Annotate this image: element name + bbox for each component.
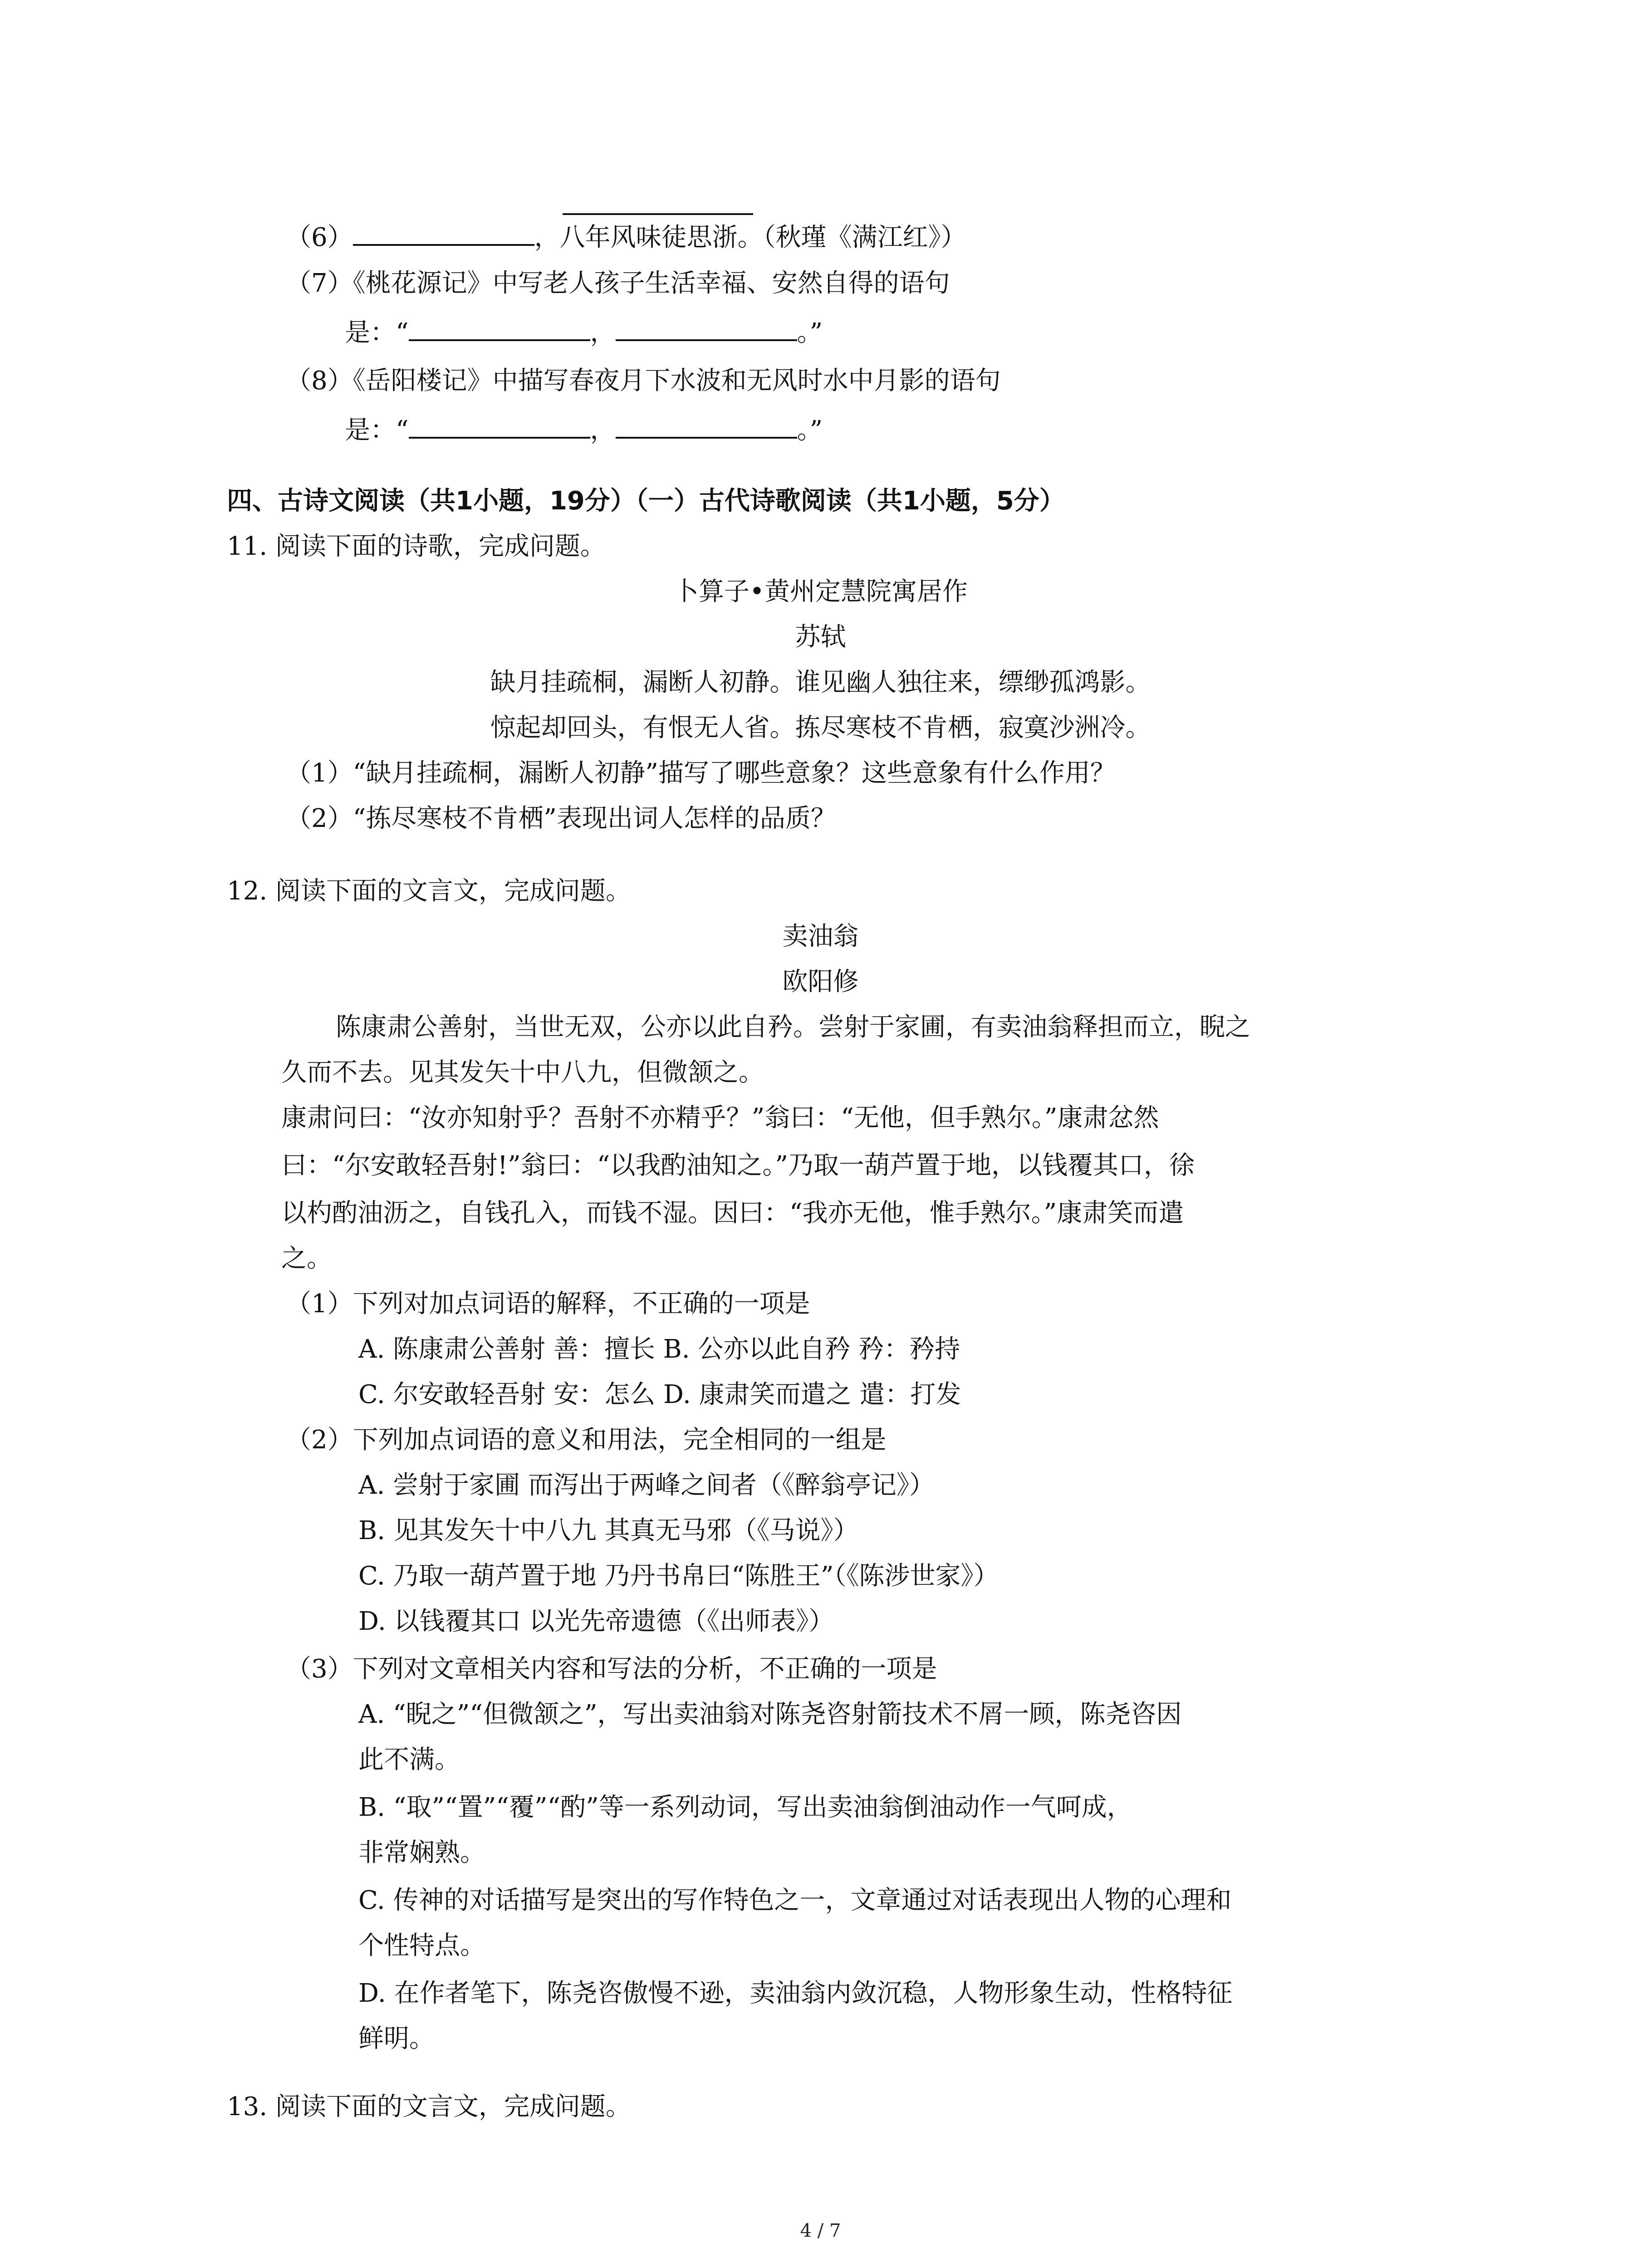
answer-blank-line bbox=[563, 213, 753, 215]
passage-line: 陈康肃公善射，当世无双，公亦以此自矜。尝射于家圃，有卖油翁释担而立，睨之 bbox=[336, 1012, 1250, 1042]
poem-author: 苏轼 bbox=[795, 622, 846, 652]
fill-item-6 bbox=[286, 218, 966, 256]
answer-blank bbox=[616, 313, 797, 341]
passage-line: 久而不去。见其发矢十中八九，但微颔之。 bbox=[281, 1058, 764, 1087]
passage-title: 卖油翁 bbox=[782, 922, 859, 951]
option: C. 传神的对话描写是突出的写作特色之一，文章通过对话表现出人物的心理和 bbox=[358, 1886, 1232, 1915]
answer-blank bbox=[409, 313, 590, 341]
q12-sub-question-2: （2）下列加点词语的意义和用法，完全相同的一组是 bbox=[286, 1425, 887, 1455]
item-text: ，八年风味徒思浙。（秋瑾《满江红》） bbox=[534, 223, 966, 252]
item-text: 《桃花源记》中写老人孩子生活幸福、安然自得的语句 bbox=[353, 269, 950, 298]
passage-author: 欧阳修 bbox=[782, 967, 859, 997]
option-continued: 个性特点。 bbox=[358, 1931, 485, 1960]
item-number: （8） bbox=[286, 366, 353, 396]
comma: ， bbox=[590, 415, 616, 445]
passage-line: 以杓酌油沥之，自钱孔入，而钱不湿。因曰：“我亦无他，惟手熟尔。”康肃笑而遣 bbox=[281, 1198, 1184, 1228]
answer-blank bbox=[409, 411, 590, 439]
option-continued: 此不满。 bbox=[358, 1745, 460, 1774]
q12-sub-question-3: （3）下列对文章相关内容和写法的分析，不正确的一项是 bbox=[286, 1654, 937, 1684]
comma: ， bbox=[590, 318, 616, 347]
option: A. 尝射于家圃 而泻出于两峰之间者（《醉翁亭记》） bbox=[358, 1471, 935, 1500]
item-number: （6） bbox=[286, 223, 353, 252]
poem-title: 卜算子•黄州定慧院寓居作 bbox=[673, 577, 968, 606]
passage-line: 康肃问曰：“汝亦知射乎？吾射不亦精乎？”翁曰：“无他，但手熟尔。”康肃忿然 bbox=[281, 1103, 1159, 1133]
answer-blank bbox=[616, 411, 797, 439]
q11-sub-question-2: （2）“拣尽寒枝不肯栖”表现出词人怎样的品质？ bbox=[286, 804, 836, 833]
item-lead: 是：“ bbox=[345, 318, 409, 347]
q11-sub-question-1: （1）“缺月挂疏桐，漏断人初静”描写了哪些意象？这些意象有什么作用？ bbox=[286, 758, 1116, 788]
end-quote: 。” bbox=[797, 318, 823, 347]
item-text: 《岳阳楼记》中描写春夜月下水波和无风时水中月影的语句 bbox=[353, 366, 1001, 396]
fill-item-7 bbox=[286, 265, 950, 302]
option: D. 以钱覆其口 以光先帝遗德（《出师表》） bbox=[358, 1607, 834, 1636]
poem-line: 缺月挂疏桐，漏断人初静。谁见幽人独往来，缥缈孤鸿影。 bbox=[490, 668, 1151, 697]
option: B. 见其发矢十中八九 其真无马邪（《马说》） bbox=[358, 1516, 859, 1545]
page-number: 4 / 7 bbox=[800, 2220, 841, 2241]
fill-item-8 bbox=[286, 363, 1001, 399]
item-lead: 是：“ bbox=[345, 415, 409, 445]
option: D. 在作者笔下，陈尧咨傲慢不逊，卖油翁内敛沉稳，人物形象生动，性格特征 bbox=[358, 1979, 1233, 2008]
end-quote: 。” bbox=[797, 415, 823, 445]
option: C. 乃取一葫芦置于地 乃丹书帛曰“陈胜王”（《陈涉世家》） bbox=[358, 1561, 999, 1591]
fill-item-8-answer bbox=[345, 411, 823, 449]
option: A. “睨之”“但微颔之”，写出卖油翁对陈尧咨射箭技术不屑一顾，陈尧咨因 bbox=[358, 1700, 1182, 1729]
q13-prompt: 13. 阅读下面的文言文，完成问题。 bbox=[227, 2092, 631, 2121]
option-continued: 鲜明。 bbox=[358, 2024, 435, 2053]
option: B. “取”“置”“覆”“酌”等一系列动词，写出卖油翁倒油动作一气呵成， bbox=[358, 1793, 1132, 1822]
option: C. 尔安敢轻吾射 安：怎么 D. 康肃笑而遣之 遣：打发 bbox=[358, 1380, 961, 1409]
passage-line: 之。 bbox=[281, 1244, 332, 1273]
option: A. 陈康肃公善射 善：擅长 B. 公亦以此自矜 矜：矜持 bbox=[358, 1334, 960, 1364]
option-continued: 非常娴熟。 bbox=[358, 1838, 485, 1867]
fill-item-7-answer bbox=[345, 313, 823, 351]
q11-prompt: 11. 阅读下面的诗歌，完成问题。 bbox=[227, 532, 606, 561]
section-heading: 四、古诗文阅读（共1小题，19分）（一）古代诗歌阅读（共1小题，5分） bbox=[227, 486, 1065, 516]
item-number: （7） bbox=[286, 269, 353, 298]
q12-prompt: 12. 阅读下面的文言文，完成问题。 bbox=[227, 876, 631, 906]
answer-blank bbox=[353, 218, 534, 246]
poem-line: 惊起却回头，有恨无人省。拣尽寒枝不肯栖，寂寞沙洲冷。 bbox=[490, 713, 1151, 743]
passage-line: 曰：“尔安敢轻吾射!”翁曰：“以我酌油知之。”乃取一葫芦置于地，以钱覆其口，徐 bbox=[281, 1151, 1195, 1180]
q12-sub-question-1: （1）下列对加点词语的解释，不正确的一项是 bbox=[286, 1289, 810, 1319]
